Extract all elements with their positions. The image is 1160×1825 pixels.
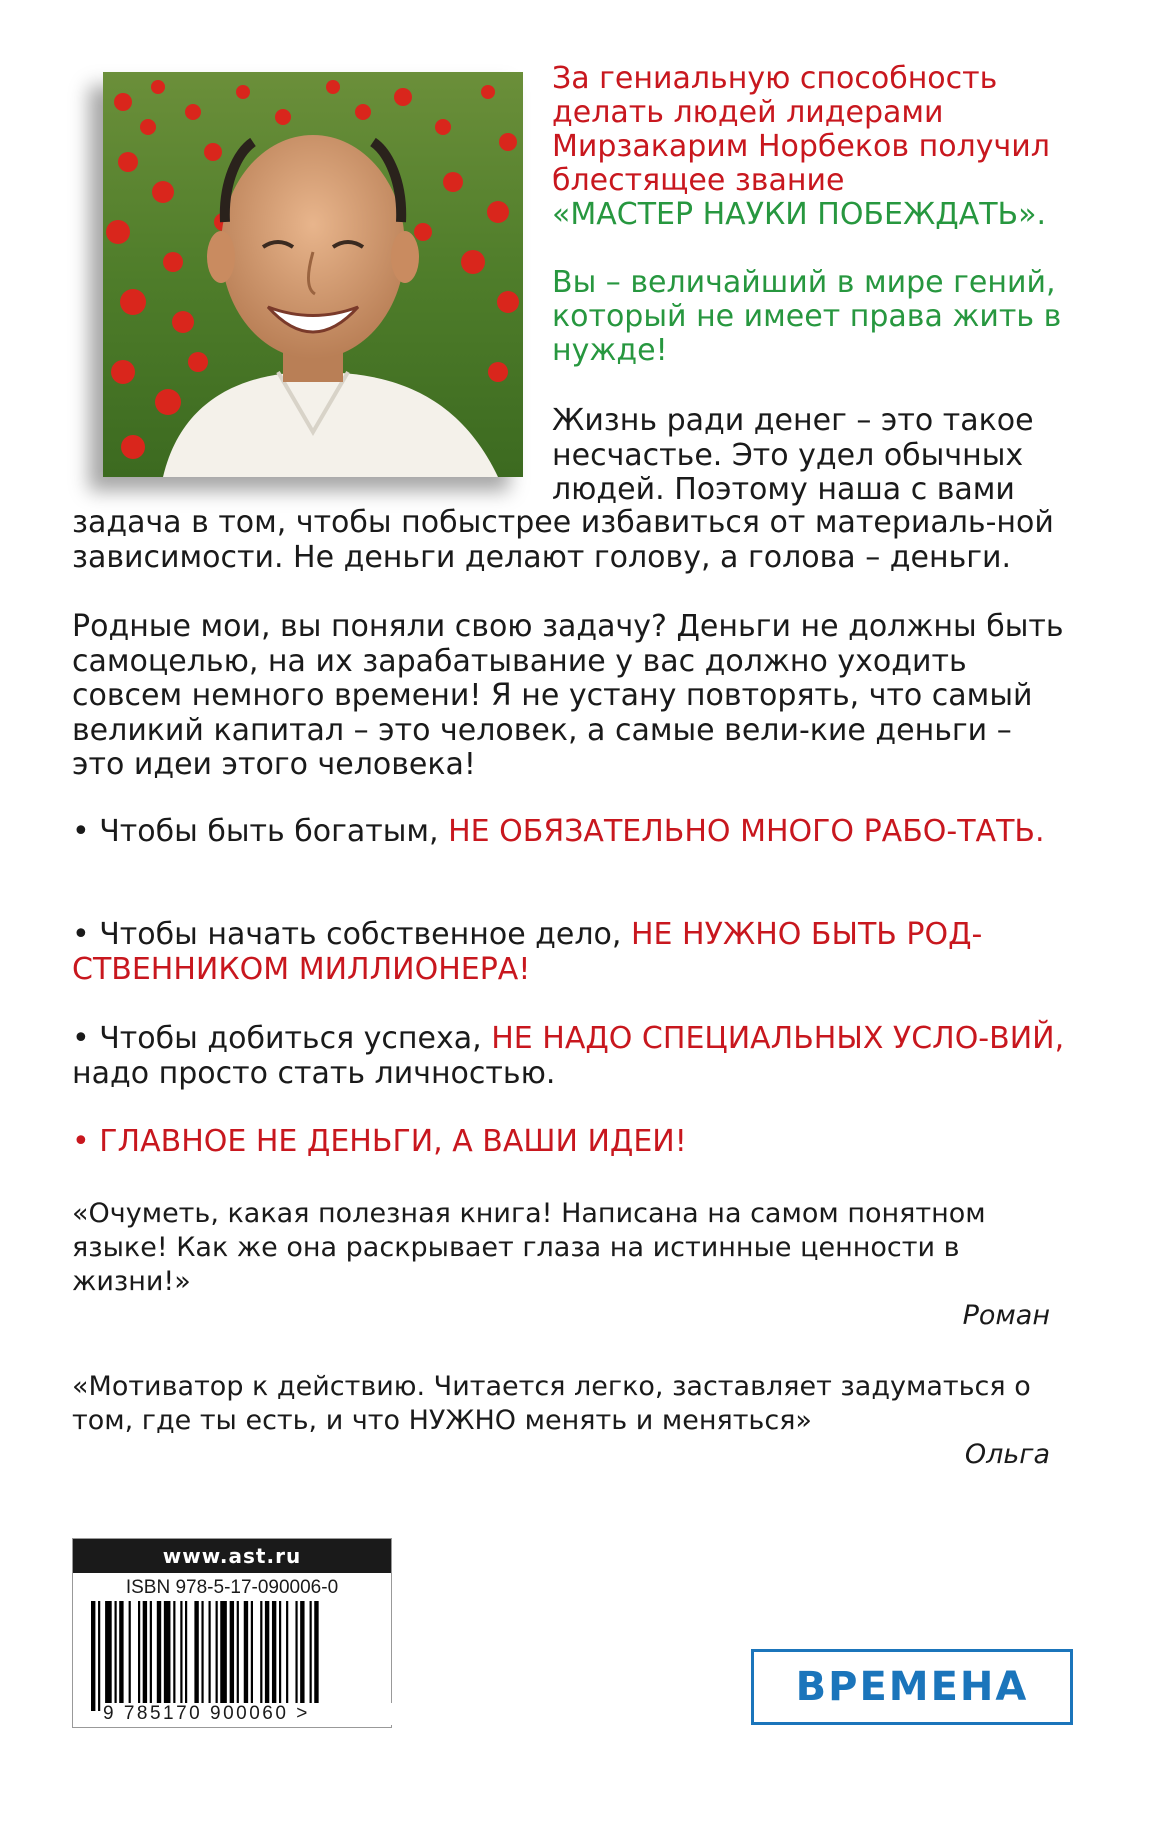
paragraph1-continued: задача в том, чтобы побыстрее избавиться от материаль-ной зависимости. Не деньги делают голову, а голова – деньги. bbox=[72, 505, 1054, 575]
bullet-4 bbox=[72, 1125, 1072, 1160]
barcode-bars bbox=[91, 1601, 373, 1711]
bullet-3-prefix: • Чтобы добиться успеха, bbox=[72, 1021, 492, 1056]
intro-red-text: За гениальную способность делать людей лидерами Мирзакарим Норбеков получил блестящее звание bbox=[552, 61, 1050, 198]
author-photo bbox=[103, 72, 523, 477]
barcode-digits: 9 785170 900060 > bbox=[103, 1703, 393, 1725]
master-title: «МАСТЕР НАУКИ ПОБЕЖДАТЬ». bbox=[552, 197, 1047, 232]
publisher-logo bbox=[751, 1649, 1073, 1725]
bullet-2-highlight: НЕ НУЖНО БЫТЬ РОД-СТВЕННИКОМ МИЛЛИОНЕРА! bbox=[72, 917, 983, 987]
bullet-1-highlight: НЕ ОБЯЗАТЕЛЬНО МНОГО РАБО-ТАТЬ. bbox=[448, 814, 1045, 849]
bullet-2-prefix: • Чтобы начать собственное дело, bbox=[72, 917, 631, 952]
bullet-1-prefix: • Чтобы быть богатым, bbox=[72, 814, 449, 849]
publisher-logo-text: ВРЕМЕНА bbox=[795, 1664, 1029, 1710]
bullet-3-highlight: НЕ НАДО СПЕЦИАЛЬНЫХ УСЛО-ВИЙ, bbox=[491, 1021, 1065, 1056]
isbn-number: ISBN 978-5-17-090006-0 bbox=[125, 1577, 339, 1598]
barcode-block bbox=[72, 1538, 392, 1728]
review-1-text: «Очуметь, какая полезная книга! Написана на самом понятном языке! Как же она раскрывает глаза на истинные ценности в жизни!» bbox=[72, 1198, 986, 1297]
bullet-4-highlight: ГЛАВНОЕ НЕ ДЕНЬГИ, А ВАШИ ИДЕИ! bbox=[99, 1124, 687, 1159]
paragraph1-start: Жизнь ради денег – это такое несчастье. Это удел обычных людей. Поэтому наша с вами bbox=[552, 403, 1034, 507]
bullet-4-prefix: • bbox=[72, 1124, 100, 1159]
bullet-3-suffix: надо просто стать личностью. bbox=[72, 1055, 556, 1091]
slogan: Вы – величайший в мире гений, который не имеет права жить в нужде! bbox=[552, 265, 1062, 368]
bullet-1 bbox=[72, 815, 1072, 850]
review-1-author: Роман bbox=[962, 1300, 1050, 1331]
publisher-site: www.ast.ru bbox=[73, 1539, 391, 1573]
intro-column bbox=[552, 62, 1112, 368]
bullet-3 bbox=[72, 1022, 1072, 1091]
paragraph2: Родные мои, вы поняли свою задачу? Деньги не должны быть самоцелью, на их зарабатывание у вас должно уходить совсем немного времени! Я не устану повторять, что самый великий капитал – это человек, а самые вели-кие деньги – это идеи этого человека! bbox=[72, 609, 1064, 782]
bullet-2 bbox=[72, 918, 1072, 987]
intro-text bbox=[552, 62, 1112, 232]
review-2-text: «Мотиватор к действию. Читается легко, заставляет задуматься о том, где ты есть, и что НУЖНО менять и меняться» bbox=[72, 1371, 1031, 1436]
review-2-author: Ольга bbox=[964, 1439, 1050, 1470]
